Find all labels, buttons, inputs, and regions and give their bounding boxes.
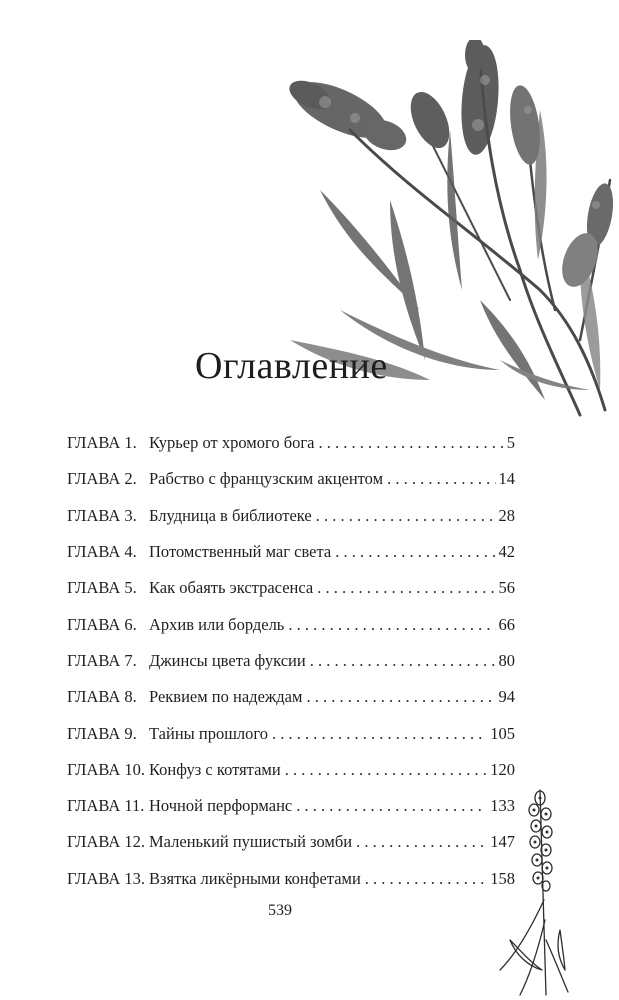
toc-chapter-number: ГЛАВА 6.: [67, 614, 137, 634]
toc-page-number: 80: [498, 650, 515, 670]
toc-leader-dots: [306, 687, 495, 707]
toc-leader-dots: [387, 469, 495, 489]
toc-chapter-title: Тайны прошлого: [149, 723, 268, 743]
toc-chapter-number: ГЛАВА 1.: [67, 433, 137, 453]
toc-page-number: 105: [490, 723, 515, 743]
toc-page-number: 56: [498, 578, 515, 598]
toc-leader-dots: [272, 724, 487, 744]
lavender-sprig-drawing: [490, 780, 570, 1000]
toc-page-number: 120: [490, 759, 515, 779]
toc-row[interactable]: [67, 715, 515, 751]
toc-leader-dots: [365, 869, 487, 889]
toc-chapter-title: Курьер от хромого бога: [149, 433, 315, 453]
toc-page-number: 42: [498, 542, 515, 562]
toc-leader-dots: [317, 578, 495, 598]
toc-leader-dots: [335, 542, 495, 562]
toc-chapter-title: Маленький пушистый зомби: [149, 832, 353, 852]
toc-row[interactable]: [67, 606, 515, 642]
toc-chapter-title: Взятка ликёрными конфетами: [149, 868, 361, 888]
toc-chapter-number: ГЛАВА 3.: [67, 505, 137, 525]
toc-chapter-number: ГЛАВА 10.: [67, 759, 146, 779]
toc-page-number: 133: [490, 796, 515, 816]
toc-leader-dots: [316, 506, 496, 526]
toc-chapter-number: ГЛАВА 11.: [67, 796, 145, 816]
toc-chapter-title: Конфуз с котятами: [149, 759, 281, 779]
toc-row[interactable]: [67, 643, 515, 679]
toc-row[interactable]: [67, 534, 515, 570]
toc-leader-dots: [318, 433, 503, 453]
toc-chapter-title: Потомственный маг света: [149, 542, 332, 562]
toc-page-number: 28: [498, 505, 515, 525]
toc-chapter-number: ГЛАВА 13.: [67, 868, 146, 888]
toc-leader-dots: [310, 651, 496, 671]
toc-row[interactable]: [67, 461, 515, 497]
toc-page-number: 66: [498, 614, 515, 634]
toc-leader-dots: [288, 615, 495, 635]
toc-chapter-title: Рабство с французским акцентом: [149, 469, 384, 489]
toc-chapter-number: ГЛАВА 4.: [67, 542, 137, 562]
toc-page-number: 94: [498, 687, 515, 707]
toc-chapter-title: Архив или бордель: [149, 614, 285, 634]
toc-page-number: 5: [506, 433, 515, 453]
toc-row[interactable]: [67, 425, 515, 461]
toc-leader-dots: [285, 760, 488, 780]
toc-chapter-title: Блудница в библиотеке: [149, 505, 312, 525]
toc-leader-dots: [356, 832, 487, 852]
toc-chapter-title: Джинсы цвета фуксии: [149, 650, 306, 670]
toc-chapter-number: ГЛАВА 8.: [67, 687, 137, 707]
page-number: 539: [268, 902, 292, 919]
toc-chapter-number: ГЛАВА 9.: [67, 723, 137, 743]
toc-chapter-title: Реквием по надеждам: [149, 687, 303, 707]
table-of-contents: [67, 425, 515, 897]
toc-row[interactable]: [67, 788, 515, 824]
toc-row[interactable]: [67, 570, 515, 606]
toc-row[interactable]: [67, 861, 515, 897]
toc-chapter-title: Ночной перформанс: [149, 796, 293, 816]
toc-chapter-number: ГЛАВА 7.: [67, 650, 137, 670]
toc-chapter-title: Как обаять экстрасенса: [149, 578, 314, 598]
toc-chapter-number: ГЛАВА 12.: [67, 832, 146, 852]
toc-row[interactable]: [67, 752, 515, 788]
toc-chapter-number: ГЛАВА 5.: [67, 578, 137, 598]
toc-row[interactable]: [67, 824, 515, 860]
toc-row[interactable]: [67, 679, 515, 715]
page-title: Оглавление: [195, 345, 388, 387]
toc-page-number: 158: [490, 868, 515, 888]
toc-page-number: 147: [490, 832, 515, 852]
toc-page-number: 14: [498, 469, 515, 489]
toc-leader-dots: [296, 796, 487, 816]
toc-row[interactable]: [67, 498, 515, 534]
toc-chapter-number: ГЛАВА 2.: [67, 469, 137, 489]
